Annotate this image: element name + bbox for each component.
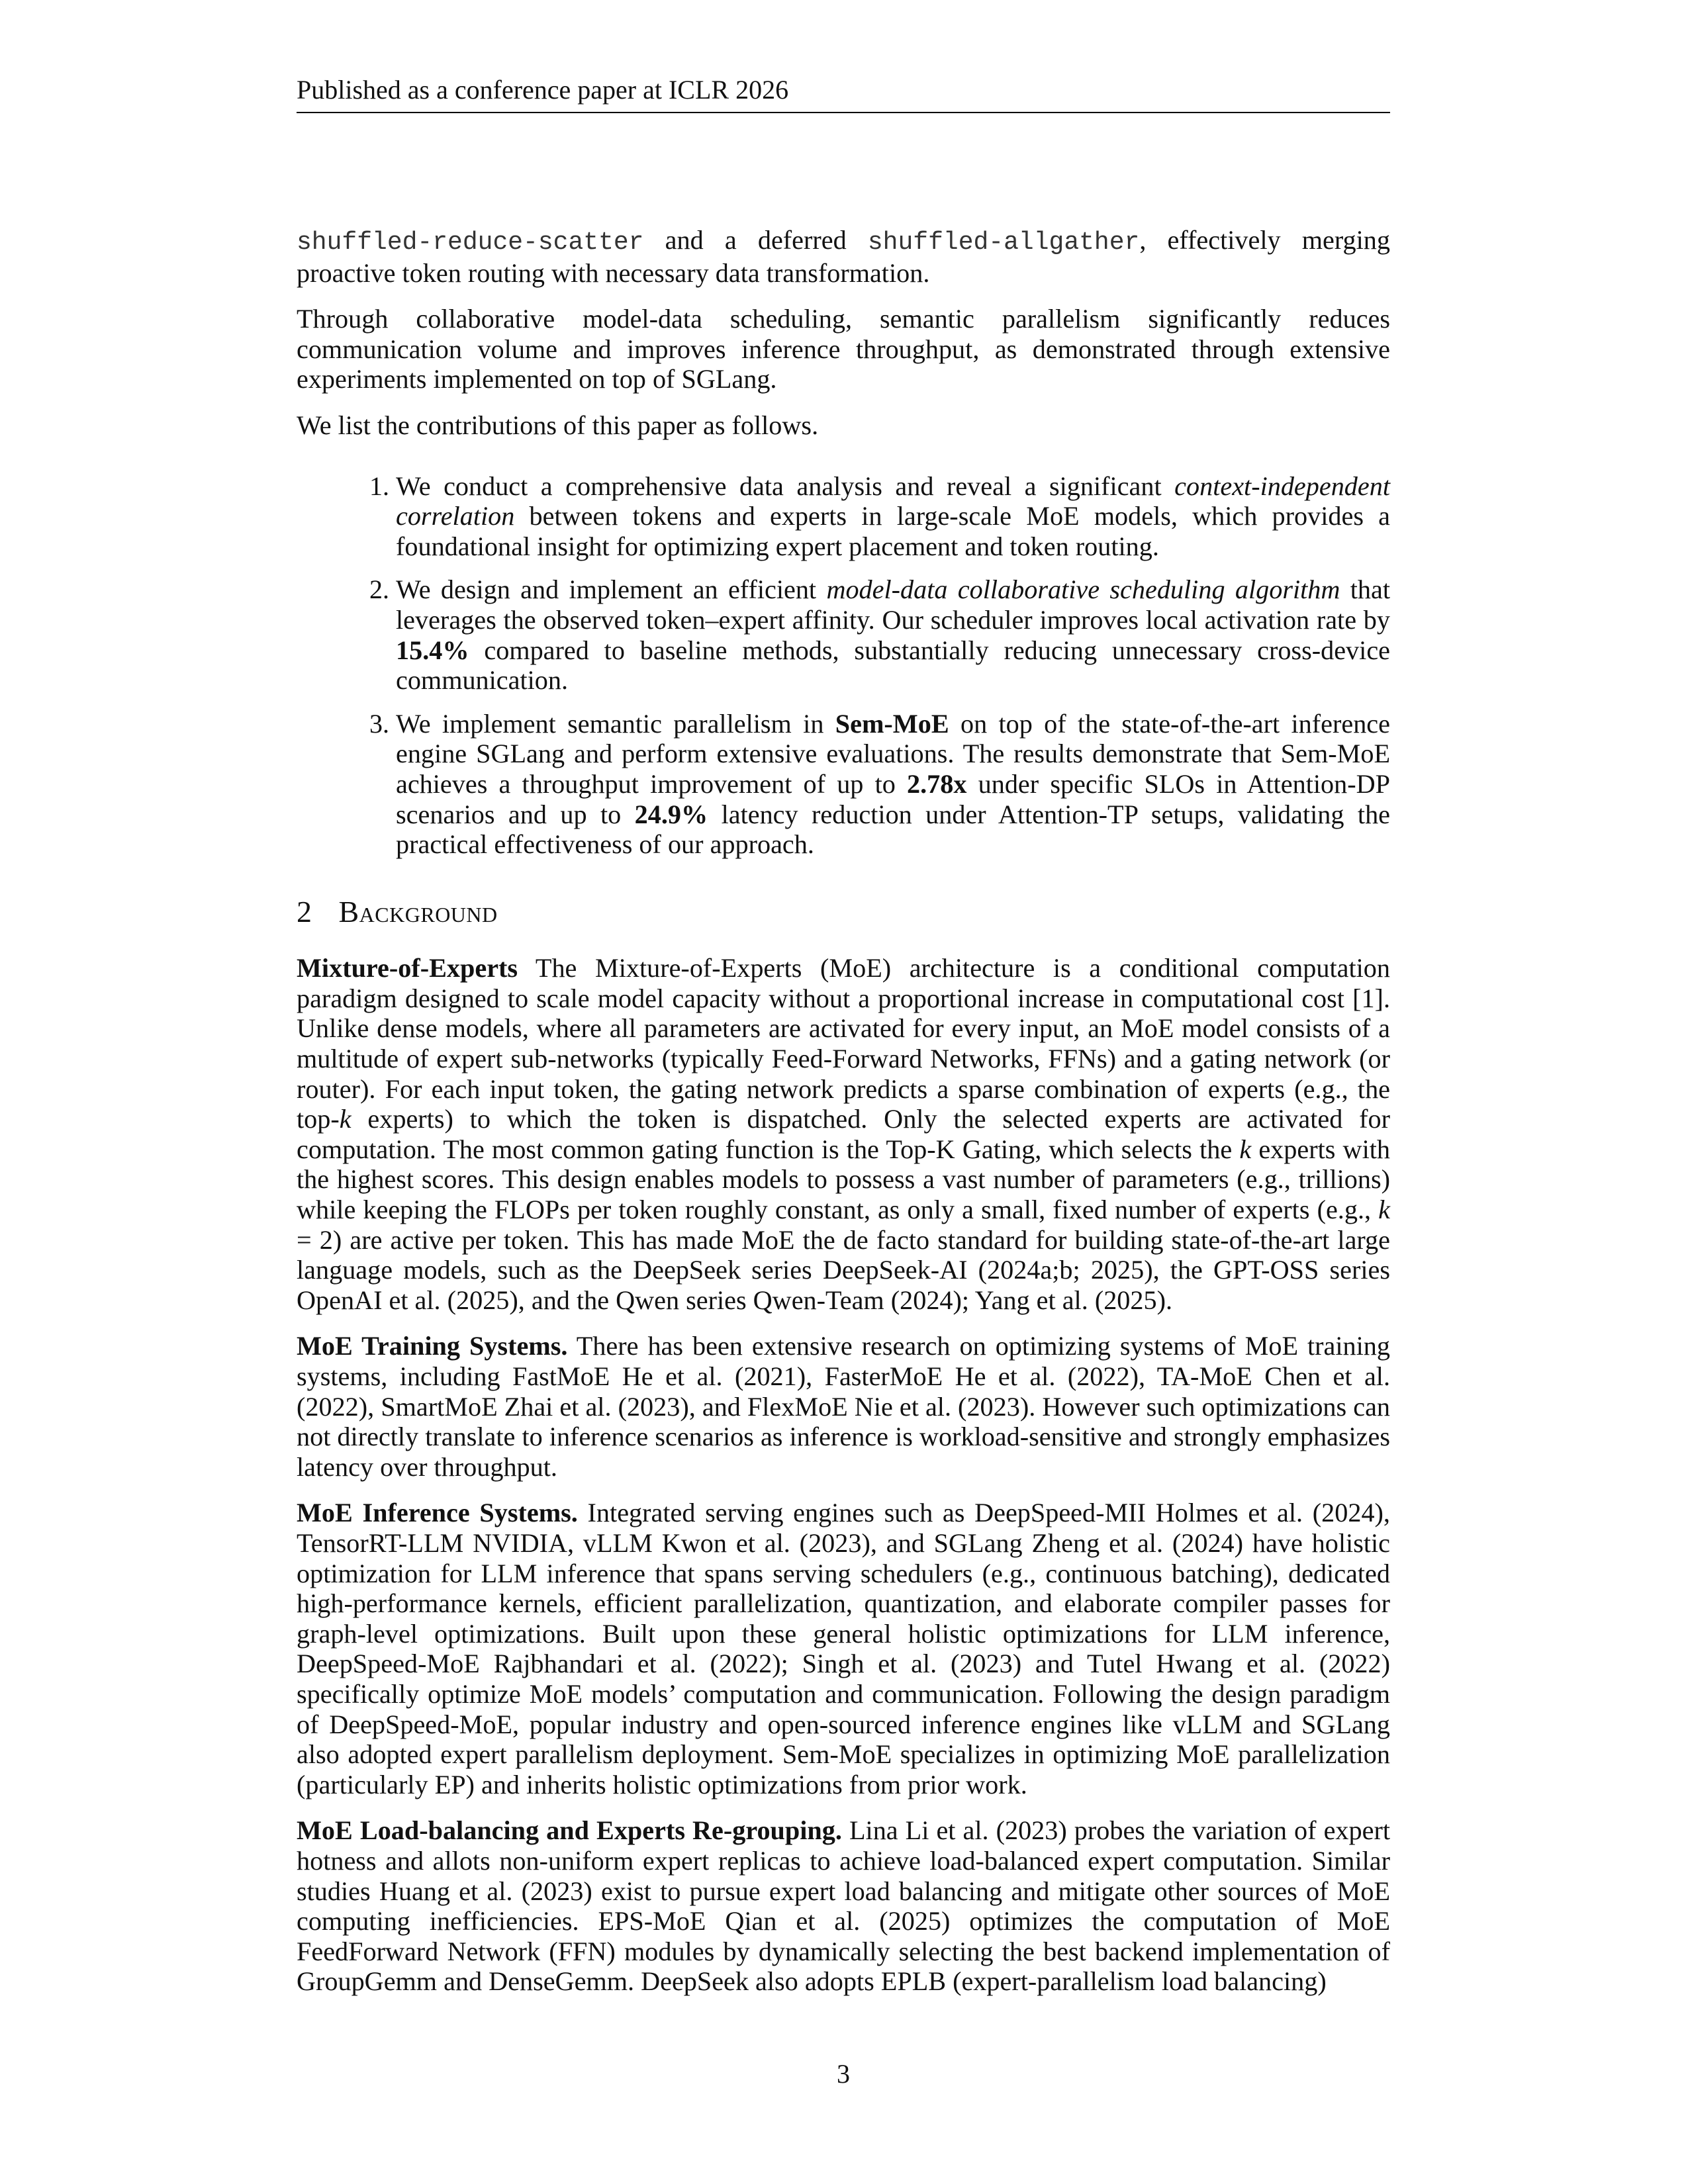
paragraph-head: Mixture-of-Experts xyxy=(297,953,518,983)
paragraph-load-balancing: MoE Load-balancing and Experts Re-grouping. Lina Li et al. (2023) probes the variation of expert hotness and allots non-uniform expert replicas to achieve load-balanced expert computation. Similar studies Huang et al. (2023) exist to pursue expert load balancing and mitigate other sources of MoE computing inefficiencies. EPS-MoE Qian et al. (2025) optimizes the computation of MoE FeedForward Network (FFN) modules by dynamically selecting the best backend implementation of GroupGemm and DenseGemm. DeepSeek also adopts EPLB (expert-parallelism load balancing) xyxy=(297,1815,1390,1997)
paragraph-inference-systems: MoE Inference Systems. Integrated serving engines such as DeepSpeed-MII Holmes et al. (2024), TensorRT-LLM NVIDIA, vLLM Kwon et al. (2023), and SGLang Zheng et al. (2024) have holistic optimization for LLM inference that spans serving schedulers (e.g., continuous batching), dedicated high-performance kernels, efficient parallelization, quantization, and elaborate compiler passes for graph-level optimizations. Built upon these general holistic optimizations for LLM inference, DeepSpeed-MoE Rajbhandari et al. (2022); Singh et al. (2023) and Tutel Hwang et al. (2022) specifically optimize MoE models’ computation and communication. Following the design paradigm of DeepSpeed-MoE, popular industry and open-sourced inference engines like vLLM and SGLang also adopted expert parallelism deployment. Sem-MoE specializes in optimizing MoE parallelization (particularly EP) and inherits holistic optimizations from prior work. xyxy=(297,1498,1390,1799)
intro-paragraph-3: We list the contributions of this paper as follows. xyxy=(297,410,819,440)
contribution-item: 3. We implement semantic parallelism in Sem-MoE on top of the state-of-the-art inference engine SGLang and perform extensive evaluations. The results demonstrate that Sem-MoE achieves a throughput improvement of up to 2.78x under specific SLOs in Attention-DP scenarios and up to 24.9% latency reduction under Attention-TP setups, validating the practical effectiveness of our approach. xyxy=(396,709,1390,860)
paragraph-training-systems: MoE Training Systems. There has been extensive research on optimizing systems of MoE training systems, including FastMoE He et al. (2021), FasterMoE He et al. (2022), TA-MoE Chen et al. (2022), SmartMoE Zhai et al. (2023), and FlexMoE Nie et al. (2023). However such optimizations can not directly translate to inference scenarios as inference is workload-sensitive and strongly emphasizes latency over throughput. xyxy=(297,1331,1390,1482)
page-body xyxy=(297,225,1390,2013)
section-title: Background xyxy=(338,894,498,929)
intro-paragraph-2: Through collaborative model-data scheduling, semantic parallelism significantly reduces communication volume and improves inference throughput, as demonstrated through extensive experiments implemented on top of SGLang. xyxy=(297,304,1390,394)
paragraph-moe: Mixture-of-Experts The Mixture-of-Experts (MoE) architecture is a conditional computation paradigm designed to scale model capacity without a proportional increase in computational cost [1]. Unlike dense models, where all parameters are activated for every input, an MoE model consists of a multitude of expert sub-networks (typically Feed-Forward Networks, FFNs) and a gating network (or router). For each input token, the gating network predicts a sparse combination of experts (e.g., the top-k experts) to which the token is dispatched. Only the selected experts are activated for computation. The most common gating function is the Top-K Gating, which selects the k experts with the highest scores. This design enables models to possess a vast number of parameters (e.g., trillions) while keeping the FLOPs per token roughly constant, as only a small, fixed number of experts (e.g., k = 2) are active per token. This has made MoE the de facto standard for building state-of-the-art large language models, such as the DeepSeek series DeepSeek-AI (2024a;b; 2025), the GPT-OSS series OpenAI et al. (2025), and the Qwen series Qwen-Team (2024); Yang et al. (2025). xyxy=(297,953,1390,1315)
running-header: Published as a conference paper at ICLR 2026 xyxy=(297,74,1390,113)
code-term: shuffled-reduce-scatter xyxy=(297,228,644,257)
page-number: 3 xyxy=(837,2059,850,2089)
paragraph-head: MoE Load-balancing and Experts Re-grouping. xyxy=(297,1815,842,1846)
contributions-list xyxy=(297,471,1390,860)
paragraph-head: MoE Training Systems. xyxy=(297,1331,568,1361)
code-term: shuffled-allgather xyxy=(867,228,1140,257)
section-heading xyxy=(297,894,1390,929)
intro-paragraph-1: shuffled-reduce-scatter and a deferred shuffled-allgather, effectively merging proactive token routing with necessary data transformation. xyxy=(297,225,1390,288)
section-number: 2 xyxy=(297,894,312,929)
contribution-item: 1. We conduct a comprehensive data analysis and reveal a significant context-independent correlation between tokens and experts in large-scale MoE models, which provides a foundational insight for optimizing expert placement and token routing. xyxy=(396,471,1390,562)
contribution-item: 2. We design and implement an efficient model-data collaborative scheduling algorithm that leverages the observed token–expert affinity. Our scheduler improves local activation rate by 15.4% compared to baseline methods, substantially reducing unnecessary cross-device communication. xyxy=(396,574,1390,695)
paragraph-head: MoE Inference Systems. xyxy=(297,1498,578,1528)
